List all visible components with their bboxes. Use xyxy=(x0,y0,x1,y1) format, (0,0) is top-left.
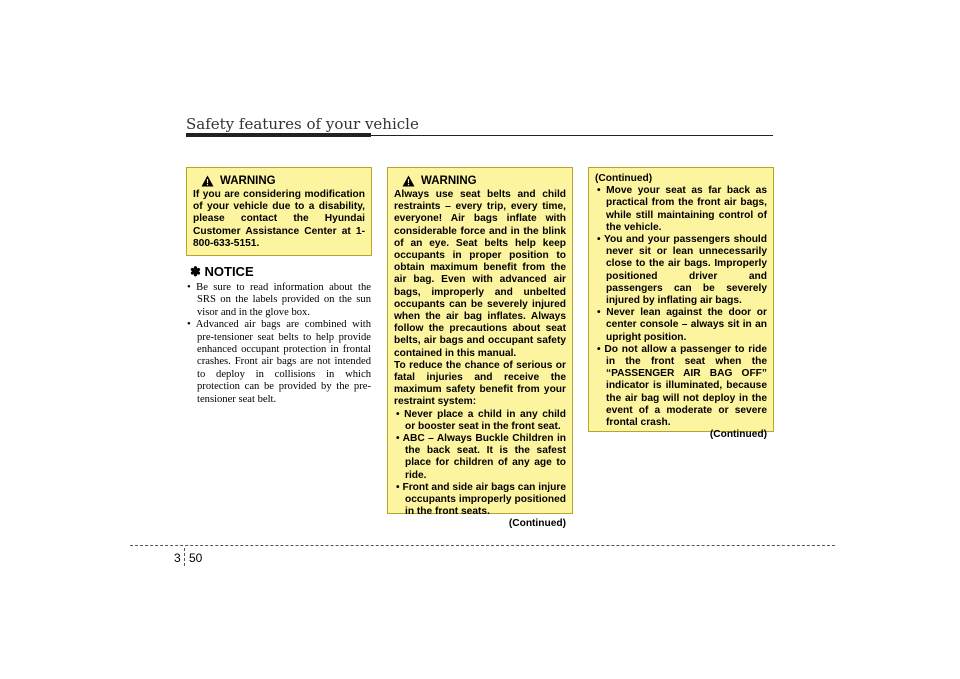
warning-box-seat-belts xyxy=(387,167,573,530)
warning-text: If you are considering modification of your vehicle due to a disability, please contact the Hyundai Customer Assistance Center at 1-800-633-5151. xyxy=(193,189,365,249)
warning-title: WARNING xyxy=(421,175,477,187)
continued-label: (Continued) xyxy=(709,429,767,441)
footer-rule xyxy=(130,545,835,546)
list-item: • Do not allow a passenger to ride in the front seat when the “PASSENGER AIR BAG OFF” indicator is illuminated, because the air bag will not deploy in the event of a moderate or severe frontal crash. xyxy=(597,343,767,429)
warning-triangle-icon xyxy=(201,175,214,187)
continued-label: (Continued) xyxy=(508,518,566,530)
warning-paragraph: To reduce the chance of serious or fatal injuries and receive the maximum safety benefit from your restraint system: xyxy=(394,359,566,408)
page-divider xyxy=(184,548,185,566)
warning-paragraph: Always use seat belts and child restraints – every trip, every time, everyone! Air bags inflate with considerable force and in the blink of an eye. Seat belts help keep occupants in proper position to obtain maximum benefit from the air bag. Even with advanced air bags, improperly and unbelted occupants can be severely injured when the air bag inflates. Always follow the precautions about seat belts, air bags and occupant safety contained in this manual. xyxy=(394,189,566,359)
notice-title: ✽ NOTICE xyxy=(190,264,254,279)
page-number: 50 xyxy=(189,551,203,565)
list-item: • Never place a child in any child or booster seat in the front seat. xyxy=(396,408,566,432)
warning-box-continued xyxy=(588,167,774,441)
list-item: • Move your seat as far back as practical from the front air bags, while still maintaining control of the vehicle. xyxy=(597,185,767,233)
continued-label: (Continued) xyxy=(595,173,653,184)
list-item: • Never lean against the door or center console – always sit in an upright position. xyxy=(597,307,767,343)
list-item: • Front and side air bags can injure occupants improperly positioned in the front seats. xyxy=(396,481,566,518)
warning-box-modification xyxy=(186,167,372,256)
header-bar xyxy=(186,133,371,137)
chapter-number: 3 xyxy=(174,551,181,565)
list-item: • You and your passengers should never sit or lean unnecessarily close to the air bags. Improperly positioned driver and passengers can be severely injured by inflating air bags. xyxy=(597,234,767,307)
header-rule xyxy=(371,135,773,136)
list-item: • Advanced air bags are combined with pre-tensioner seat belts to help provide enhanced occupant protection in frontal crashes. Front air bags are not intended to deploy in collisions in which protection can be provided by the pre-tensioner seat belt. xyxy=(187,319,371,405)
warning-heading xyxy=(193,175,365,187)
list-item: • Be sure to read information about the SRS on the labels provided on the sun visor and in the glove box. xyxy=(187,282,371,318)
list-item: • ABC – Always Buckle Children in the back seat. It is the safest place for children of any age to ride. xyxy=(396,433,566,481)
warning-heading xyxy=(394,175,566,187)
warning-triangle-icon xyxy=(402,175,415,187)
warning-title: WARNING xyxy=(220,175,276,187)
section-title: Safety features of your vehicle xyxy=(186,115,419,133)
notice-list xyxy=(186,282,371,406)
